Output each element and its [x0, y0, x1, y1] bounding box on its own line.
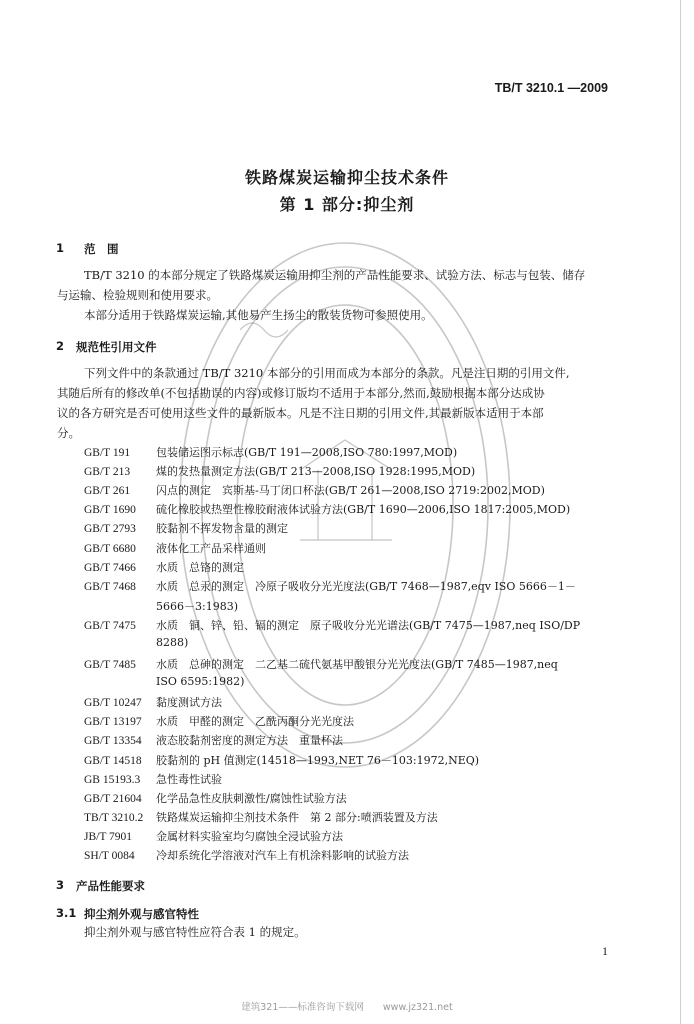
section-1-para2: 本部分适用于铁路煤炭运输,其他易产生扬尘的散装货物可参照使用。	[84, 308, 433, 322]
reference-code: TB/T 3210.2	[84, 812, 144, 824]
standard-code: TB/T 3210.1 —2009	[494, 81, 608, 95]
section-2-intro-line2: 其随后所有的修改单(不包括勘误的内容)或修订版均不适用于本部分,然而,鼓励根据本部分达成协	[57, 386, 545, 400]
reference-title: 胶黏剂不挥发物含量的测定	[156, 522, 288, 535]
reference-item	[84, 501, 570, 519]
reference-item	[84, 444, 457, 462]
section-1-heading: 范 围	[84, 242, 119, 256]
reference-title: 水质 总铬的测定	[156, 561, 244, 574]
document-title: 铁路煤炭运输抑尘技术条件	[244, 168, 449, 187]
reference-title: 液态胶黏剂密度的测定方法 重量杯法	[156, 734, 343, 747]
reference-code: JB/T 7901	[84, 831, 133, 843]
reference-item	[84, 732, 343, 750]
reference-item	[84, 752, 479, 770]
reference-title: 冷却系统化学溶液对汽车上有机涂料影响的试验方法	[156, 849, 409, 862]
section-1-para1-line2: 与运输、检验规则和使用要求。	[57, 288, 218, 302]
section-2-number: 2	[56, 339, 65, 353]
reference-code: GB/T 7468	[84, 581, 136, 593]
reference-item	[84, 520, 288, 538]
reference-item	[84, 828, 343, 846]
reference-code: SH/T 0084	[84, 850, 135, 862]
reference-title-continuation: 5666－3:1983)	[156, 600, 238, 613]
reference-item	[84, 463, 475, 481]
reference-code: GB/T 1690	[84, 504, 136, 516]
reference-title: 水质 总砷的测定 二乙基二硫代氨基甲酸银分光光度法(GB/T 7485—1987,neq	[156, 658, 558, 671]
reference-code: GB/T 191	[84, 447, 131, 459]
reference-title: 水质 铜、锌、铅、镉的测定 原子吸收分光光谱法(GB/T 7475—1987,neq ISO/DP	[156, 619, 581, 632]
section-2-heading: 规范性引用文件	[76, 340, 157, 354]
section-3-heading: 产品性能要求	[76, 879, 145, 893]
reference-title: 水质 甲醛的测定 乙酰丙酮分光光度法	[156, 715, 354, 728]
reference-title: 硫化橡胶或热塑性橡胶耐液体试验方法(GB/T 1690—2006,ISO 1817:2005,MOD)	[156, 503, 571, 516]
reference-code: GB/T 7475	[84, 620, 136, 632]
reference-item	[84, 847, 409, 865]
reference-title: 闪点的测定 宾斯基-马丁闭口杯法(GB/T 261—2008,ISO 2719:2002,MOD)	[156, 484, 545, 497]
reference-code: GB/T 7466	[84, 562, 136, 574]
reference-code: GB/T 2793	[84, 523, 136, 535]
reference-title: 金属材料实验室均匀腐蚀全浸试验方法	[156, 830, 343, 843]
section-2-intro-line1: 下列文件中的条款通过 TB/T 3210 本部分的引用而成为本部分的条款。凡是注日期的引用文件,	[84, 366, 570, 380]
reference-title: 包装储运图示标志(GB/T 191—2008,ISO 780:1997,MOD)	[156, 446, 458, 459]
subsection-3-1-number: 3.1	[56, 906, 77, 920]
reference-item	[84, 482, 545, 500]
reference-item	[84, 559, 244, 577]
reference-item	[84, 540, 266, 558]
reference-title-continuation: 8288)	[156, 636, 189, 649]
reference-title-continuation: ISO 6595:1982)	[156, 675, 245, 688]
reference-title: 水质 总汞的测定 冷原子吸收分光光度法(GB/T 7468—1987,eqv ISO 5666－1－	[156, 580, 576, 593]
reference-code: GB 15193.3	[84, 774, 141, 786]
reference-code: GB/T 10247	[84, 697, 142, 709]
reference-item	[84, 656, 558, 674]
reference-title: 黏度测试方法	[156, 696, 222, 709]
subsection-3-1-text: 抑尘剂外观与感官特性应符合表 1 的规定。	[84, 925, 306, 939]
reference-item	[84, 694, 222, 712]
section-2-intro-line4: 分。	[57, 426, 80, 440]
reference-code: GB/T 261	[84, 485, 131, 497]
reference-item	[84, 617, 580, 635]
reference-title: 铁路煤炭运输抑尘剂技术条件 第 2 部分:喷洒装置及方法	[156, 811, 438, 824]
reference-code: GB/T 13197	[84, 716, 142, 728]
reference-title: 煤的发热量测定方法(GB/T 213—2008,ISO 1928:1995,MOD)	[156, 465, 476, 478]
reference-code: GB/T 213	[84, 466, 131, 478]
reference-code: GB/T 6680	[84, 543, 136, 555]
section-2-intro-line3: 议的各方研究是否可使用这些文件的最新版本。凡是不注日期的引用文件,其最新版本适用于本部	[57, 406, 544, 420]
reference-title: 急性毒性试验	[156, 773, 222, 786]
reference-title: 胶黏剂的 pH 值测定(14518—1993,NET 76－103:1972,NEQ)	[156, 754, 480, 767]
section-1-number: 1	[56, 241, 65, 255]
reference-item	[84, 713, 354, 731]
reference-code: GB/T 7485	[84, 659, 136, 671]
reference-item	[84, 790, 347, 808]
scan-edge-line	[680, 0, 681, 1024]
reference-item	[84, 771, 222, 789]
subsection-3-1-heading: 抑尘剂外观与感官特性	[84, 907, 199, 921]
section-3-number: 3	[56, 878, 65, 892]
page-number: 1	[602, 944, 608, 958]
reference-code: GB/T 13354	[84, 735, 142, 747]
reference-item	[84, 809, 438, 827]
reference-title: 液体化工产品采样通则	[156, 542, 266, 555]
reference-code: GB/T 14518	[84, 755, 142, 767]
document-subtitle: 第 1 部分:抑尘剂	[279, 195, 415, 214]
reference-code: GB/T 21604	[84, 793, 142, 805]
reference-item	[84, 578, 576, 596]
reference-title: 化学品急性皮肤刺激性/腐蚀性试验方法	[156, 792, 347, 805]
footer-watermark-text: 建筑321——标准咨询下载网 www.jz321.net	[241, 1002, 453, 1013]
section-1-para1-line1: TB/T 3210 的本部分规定了铁路煤炭运输用抑尘剂的产品性能要求、试验方法、标志与包装、储存	[84, 268, 586, 282]
